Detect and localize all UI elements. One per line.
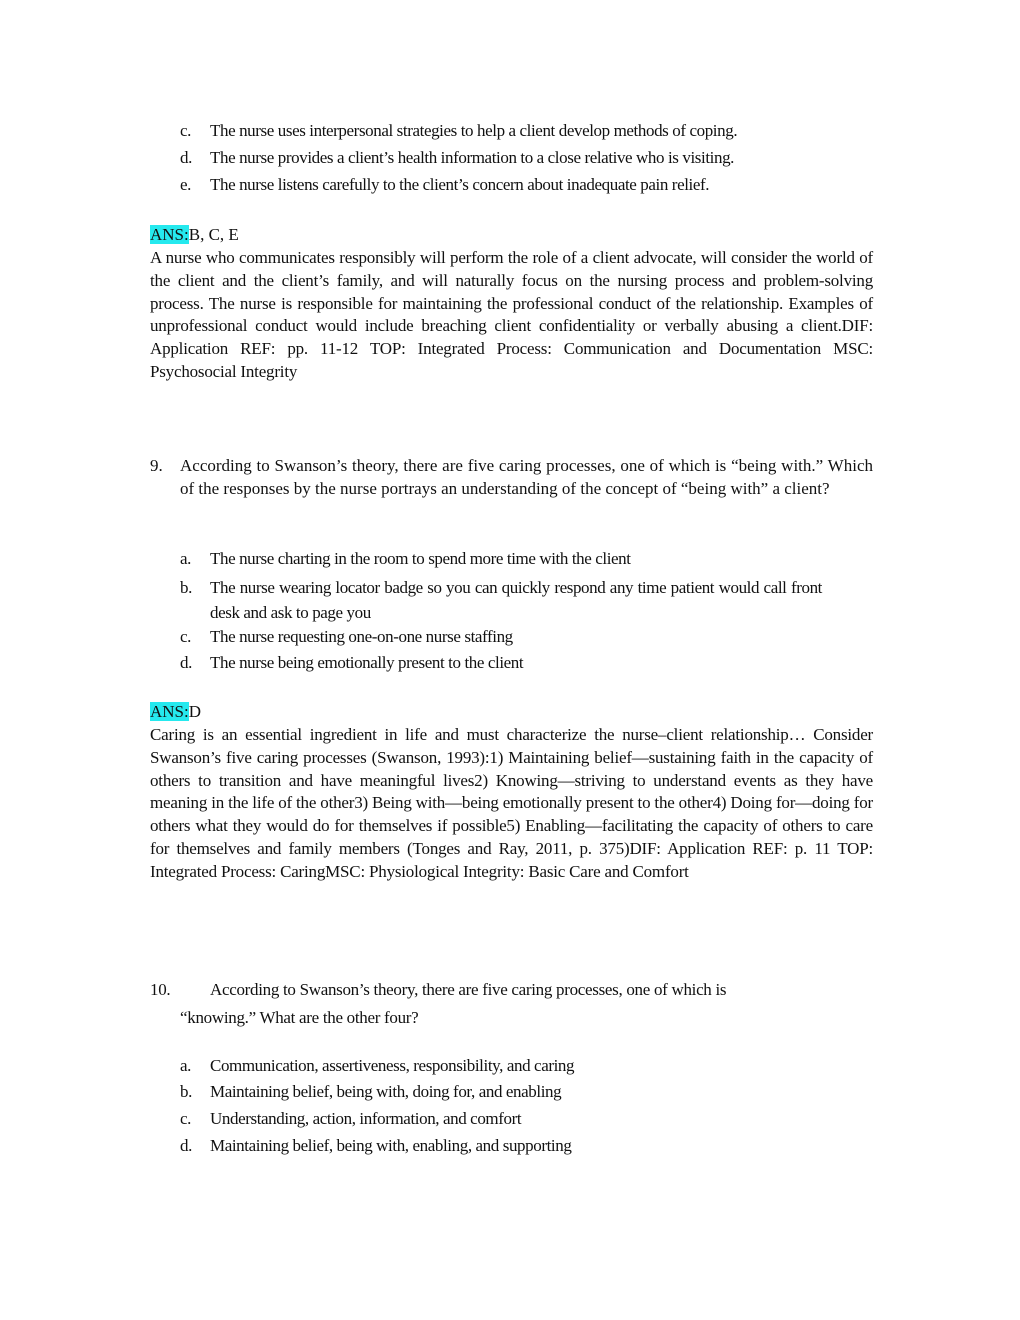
- option-letter: c.: [180, 121, 191, 140]
- q10-option-a: [180, 1055, 574, 1077]
- q8-option-c: [180, 120, 737, 142]
- option-text: Understanding, action, information, and comfort: [210, 1109, 522, 1128]
- option-letter: a.: [180, 1056, 191, 1075]
- option-text: Maintaining belief, being with, doing for, and enabling: [210, 1082, 562, 1101]
- option-text: The nurse charting in the room to spend more time with the client: [210, 549, 631, 568]
- q8-option-d: [180, 147, 734, 169]
- option-letter: c.: [180, 1109, 191, 1128]
- option-letter: b.: [180, 578, 192, 597]
- answer-label: ANS:: [150, 225, 189, 244]
- q10-stem-line2: “knowing.” What are the other four?: [180, 1008, 419, 1027]
- option-text: Maintaining belief, being with, enabling, and supporting: [210, 1136, 572, 1155]
- option-letter: d.: [180, 1136, 192, 1155]
- q8-option-e: [180, 174, 709, 196]
- question-number: 9.: [150, 456, 163, 475]
- option-text: Communication, assertiveness, responsibility, and caring: [210, 1056, 575, 1075]
- option-text: The nurse listens carefully to the client’s concern about inadequate pain relief.: [210, 175, 710, 194]
- q8-rationale: A nurse who communicates responsibly will perform the role of a client advocate, will consider the world of the client and the client’s family, and will naturally focus on the nursing process and problem-solving process. The nurse is responsible for maintaining the professional conduct of the relationship. Examples of unprofessional conduct would include breaching client confidentiality or verbally abusing a client.DIF: Application REF: pp. 11-12 TOP: Integrated Process: Communication and Documentation MSC: Psychosocial Integrity: [150, 248, 873, 381]
- option-letter: a.: [180, 549, 191, 568]
- q9-option-a: [180, 548, 631, 570]
- q9-stem: [150, 454, 873, 500]
- option-letter: e.: [180, 175, 191, 194]
- option-text: The nurse requesting one-on-one nurse staffing: [210, 627, 513, 646]
- option-text: The nurse wearing locator badge so you can quickly respond any time patient would call front desk and ask to page you: [210, 578, 822, 622]
- option-text: The nurse uses interpersonal strategies to help a client develop methods of coping.: [210, 121, 738, 140]
- option-text: The nurse provides a client’s health information to a close relative who is visiting.: [210, 148, 735, 167]
- answer-label: ANS:: [150, 702, 189, 721]
- q9-option-b: [180, 575, 822, 625]
- q9-rationale: Caring is an essential ingredient in life and must characterize the nurse–client relationship… Consider Swanson’s five caring processes (Swanson, 1993):1) Maintaining belief—sustaining faith in the capacity of others to transition and have meaningful lives2) Knowing—striving to understand events as they have meaning in the life of the other3) Being with—being emotionally present to the other4) Doing for—doing for others what they would do for themselves if possible5) Enabling—facilitating the capacity of others to care for themselves and family members (Tonges and Ray, 2011, p. 375)DIF: Application REF: p. 11 TOP: Integrated Process: CaringMSC: Physiological Integrity: Basic Care and Comfort: [150, 725, 873, 881]
- q9-option-c: [180, 626, 513, 648]
- question-text: According to Swanson’s theory, there are five caring processes, one of which is “being with.” Which of the responses by the nurse portrays an understanding of the concept of “being with” a client?: [180, 456, 873, 498]
- option-letter: d.: [180, 148, 192, 167]
- q10-option-d: [180, 1135, 571, 1157]
- option-text: The nurse being emotionally present to the client: [210, 653, 524, 672]
- question-number: 10.: [150, 980, 171, 999]
- q10-stem-line1: [150, 979, 726, 1001]
- q9-answer: [150, 701, 201, 723]
- q9-option-d: [180, 652, 523, 674]
- q10-option-b: [180, 1081, 561, 1103]
- option-letter: b.: [180, 1082, 192, 1101]
- answer-value: D: [188, 702, 202, 721]
- option-letter: d.: [180, 653, 192, 672]
- answer-value: B, C, E: [188, 225, 239, 244]
- option-letter: c.: [180, 627, 191, 646]
- q10-option-c: [180, 1108, 521, 1130]
- q8-answer: [150, 224, 239, 246]
- question-text: According to Swanson’s theory, there are five caring processes, one of which is: [210, 980, 727, 999]
